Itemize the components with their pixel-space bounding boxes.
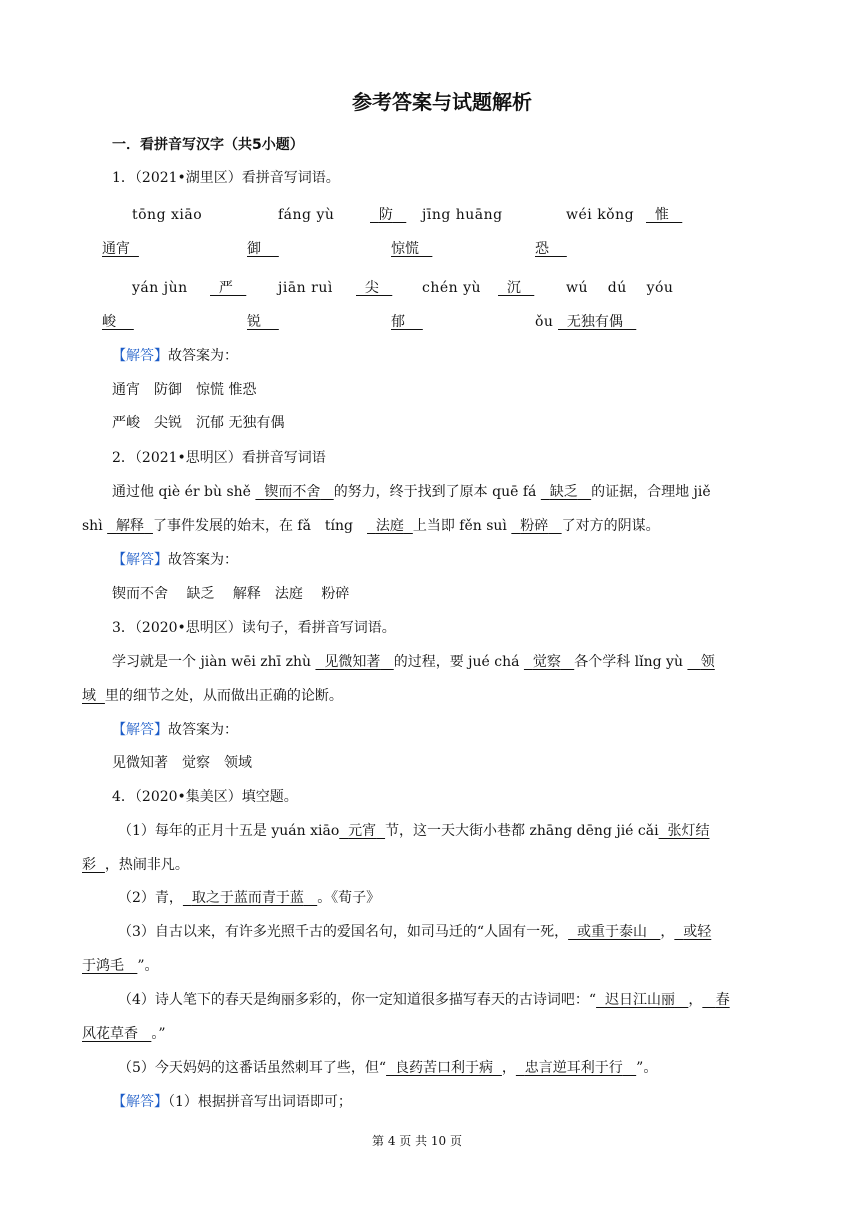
answer-blank: 惟 — [646, 207, 683, 223]
pinyin: jīng huāng — [422, 207, 503, 223]
solution-text: 严峻 尖锐 沉郁 无独有偶 — [112, 415, 285, 431]
answer-blank: 沉 — [498, 280, 535, 296]
question-3-header: 3．（2020•思明区）读句子，看拼音写词语。 — [112, 620, 396, 636]
question-3-line-2: 域 里的细节之处，从而做出正确的论断。 — [82, 688, 343, 704]
answer-blank: 郁 — [391, 314, 423, 330]
solution-line: 【解答】故答案为： — [112, 552, 238, 568]
solution-text: 见微知著 觉察 领域 — [112, 755, 252, 771]
question-3-line-1: 学习就是一个 jiàn wēi zhī zhù 见微知著 的过程，要 jué chá 觉察 各个学科 lǐng yù 领 — [112, 654, 715, 670]
answer-blank: 尖 — [356, 280, 393, 296]
solution-line: 【解答】故答案为： — [112, 348, 238, 364]
section-heading: 一．看拼音写汉字（共5小题） — [112, 137, 304, 153]
answer-blank: 防 — [378, 207, 393, 223]
answer-blank: 御 — [247, 241, 279, 257]
solution-line: 【解答】故答案为： — [112, 722, 238, 738]
pinyin: wéi kǒng — [566, 207, 635, 223]
question-4-part-4-cont: 风花草香 。” — [82, 1026, 166, 1042]
answer-blank: 严 — [210, 280, 247, 296]
question-4-part-1-cont: 彩 ，热闹非凡。 — [82, 857, 189, 873]
question-1-header: 1．（2021•湖里区）看拼音写词语。 — [112, 170, 340, 186]
page-title: 参考答案与试题解析 — [352, 90, 532, 114]
question-4-part-4: （4）诗人笔下的春天是绚丽多彩的，你一定知道很多描写春天的古诗词吧：“ 迟日江山丽 ， 春 — [118, 992, 730, 1008]
pinyin: ǒu — [535, 314, 554, 330]
solution-line: 【解答】（1）根据拼音写出词语即可； — [112, 1094, 352, 1110]
question-2-line-2: shì 解释 了事件发展的始末，在 fǎ tíng 法庭 上当即 fěn suì 粉碎 了对方的阴谋。 — [82, 518, 660, 534]
pinyin: tōng xiāo — [132, 207, 203, 223]
question-2-header: 2．（2021•思明区）看拼音写词语 — [112, 450, 326, 466]
question-4-part-3-cont: 于鸿毛 ”。 — [82, 958, 159, 974]
solution-text: 通宵 防御 惊慌 惟恐 — [112, 382, 257, 398]
answer-blank: 无独有偶 — [558, 314, 637, 330]
question-4-part-5: （5）今天妈妈的这番话虽然刺耳了些，但“ 良药苦口利于病 ， 忠言逆耳利于行 ”。 — [118, 1060, 658, 1076]
pinyin: jiān ruì — [278, 280, 333, 296]
question-4-part-1: （1）每年的正月十五是 yuán xiāo 元宵 节，这一天大街小巷都 zhāng dēng jié cǎi 张灯结 — [118, 823, 710, 839]
solution-text: 锲而不舍 缺乏 解释 法庭 粉碎 — [112, 586, 350, 602]
question-4-part-2: （2）青， 取之于蓝而青于蓝 。《荀子》 — [118, 890, 381, 906]
page-footer: 第 4 页 共 10 页 — [372, 1134, 462, 1148]
answer-blank: 恐 — [535, 241, 567, 257]
question-4-header: 4．（2020•集美区）填空题。 — [112, 789, 298, 805]
pinyin: yán jùn — [132, 280, 188, 296]
question-4-part-3: （3）自古以来，有许多光照千古的爱国名句，如司马迁的“人固有一死， 或重于泰山 ， 或轻 — [118, 924, 712, 940]
answer-blank: 通宵 — [102, 241, 139, 257]
pinyin: wú dú yóu — [566, 280, 674, 296]
pinyin: fáng yù — [278, 207, 335, 223]
answer-blank: 锐 — [247, 314, 279, 330]
question-2-line-1: 通过他 qiè ér bù shě 锲而不舍 的努力，终于找到了原本 quē fá 缺乏 的证据，合理地 jiě — [112, 484, 711, 500]
answer-blank: 惊慌 — [391, 241, 433, 257]
answer-blank: 峻 — [102, 314, 134, 330]
pinyin: chén yù — [422, 280, 482, 296]
